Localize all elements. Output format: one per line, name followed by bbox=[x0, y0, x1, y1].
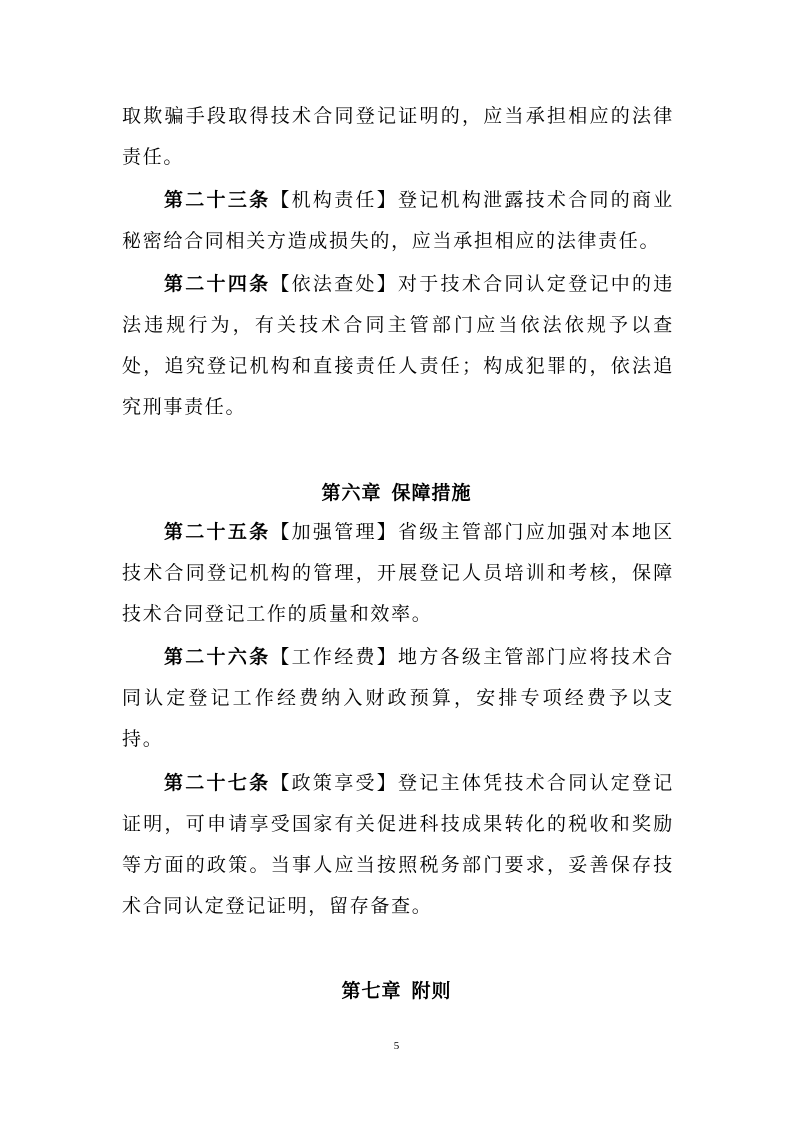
chapter-7-name: 附则 bbox=[411, 980, 452, 1002]
article-24 bbox=[122, 264, 674, 428]
carryover-text: 取欺骗手段取得技术合同登记证明的，应当承担相应的法律责任。 bbox=[122, 105, 674, 168]
article-25-label: 第二十五条 bbox=[164, 521, 271, 543]
article-25-text: 【加强管理】省级主管部门应加强对本地区技术合同登记机构的管理，开展登记人员培训和考核，保障技术合同登记工作的质量和效率。 bbox=[122, 521, 674, 625]
article-27-label: 第二十七条 bbox=[164, 772, 271, 794]
article-26-label: 第二十六条 bbox=[164, 646, 271, 668]
article-23-text: 【机构责任】登记机构泄露技术合同的商业秘密给合同相关方造成损失的，应当承担相应的法律责任。 bbox=[122, 189, 674, 252]
article-27-text: 【政策享受】登记主体凭技术合同认定登记证明，可申请享受国家有关促进科技成果转化的税收和奖励等方面的政策。当事人应当按照税务部门要求，妥善保存技术合同认定登记证明，留存备查。 bbox=[122, 772, 674, 917]
page-number: 5 bbox=[393, 1040, 400, 1052]
article-25 bbox=[122, 512, 674, 635]
chapter-6-heading bbox=[0, 478, 793, 508]
article-26-text: 【工作经费】地方各级主管部门应将技术合同认定登记工作经费纳入财政预算，安排专项经费予以支持。 bbox=[122, 646, 674, 750]
chapter-7-heading bbox=[0, 976, 793, 1006]
chapter-6-name: 保障措施 bbox=[391, 482, 472, 504]
article-23-label: 第二十三条 bbox=[164, 189, 271, 211]
article-26 bbox=[122, 637, 674, 760]
article-27 bbox=[122, 763, 674, 927]
article-24-text: 【依法查处】对于技术合同认定登记中的违法违规行为，有关技术合同主管部门应当依法依规予以查处，追究登记机构和直接责任人责任；构成犯罪的，依法追究刑事责任。 bbox=[122, 273, 674, 418]
article-23 bbox=[122, 180, 674, 262]
chapter-6-number: 第六章 bbox=[321, 482, 382, 504]
chapter-7-number: 第七章 bbox=[341, 980, 402, 1002]
article-24-label: 第二十四条 bbox=[164, 273, 271, 295]
carryover-paragraph bbox=[122, 96, 674, 178]
